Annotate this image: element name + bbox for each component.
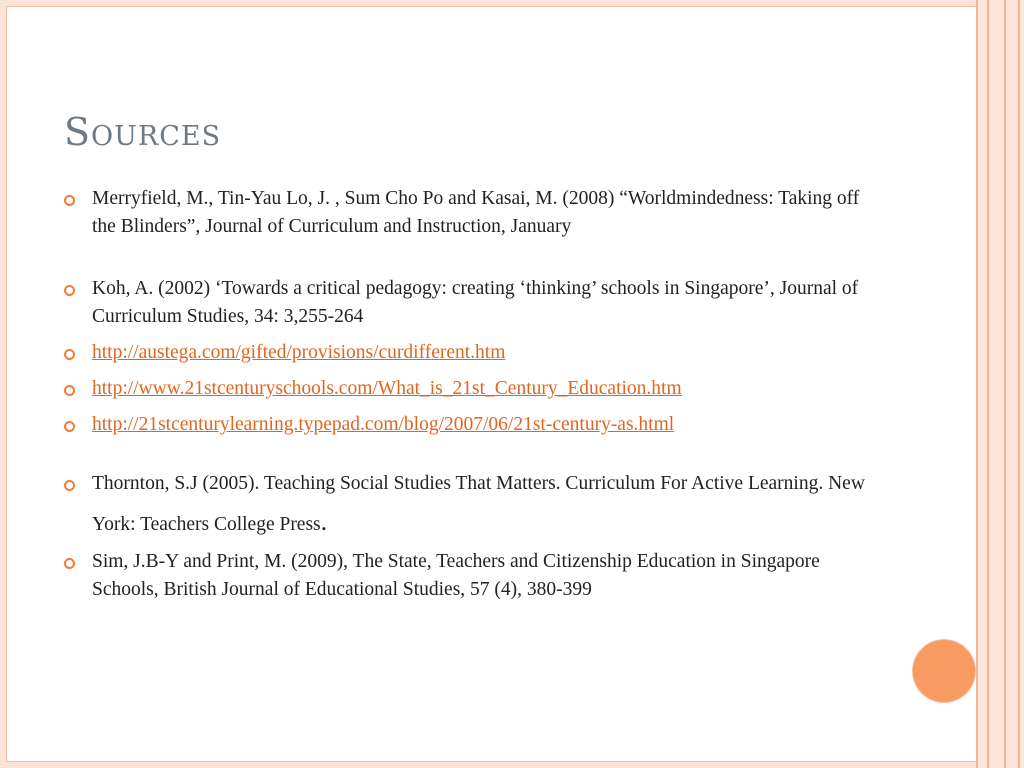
- stripe-fill: [978, 0, 987, 768]
- source-text: Koh, A. (2002) ‘Towards a critical pedagogy: creating ‘thinking’ schools in Singapore’, Journal of Curriculum Studies, 34: 3,255-264: [92, 278, 859, 327]
- source-item: [64, 275, 874, 331]
- stripe-fill: [1020, 0, 1024, 768]
- decorative-stripes: [976, 0, 1024, 768]
- source-link[interactable]: http://austega.com/gifted/provisions/curdifferent.htm: [92, 342, 506, 363]
- source-item: [64, 375, 874, 403]
- source-text: Sim, J.B-Y and Print, M. (2009), The State, Teachers and Citizenship Education in Singapore Schools, British Journal of Educational Studies, 57 (4), 380-399: [92, 551, 820, 600]
- source-item: [64, 339, 874, 367]
- source-item: [64, 548, 874, 604]
- source-text: Thornton, S.J (2005). Teaching Social Studies That Matters. Curriculum For Active Learning. New York: Teachers College Press: [92, 473, 865, 535]
- stripe-fill: [989, 0, 1004, 768]
- source-item: [64, 185, 874, 241]
- bullet-icon: [64, 385, 75, 396]
- bullet-icon: [64, 421, 75, 432]
- slide-title: Sources: [64, 110, 222, 154]
- source-text-suffix: .: [320, 507, 328, 536]
- bullet-icon: [64, 285, 75, 296]
- stripe-fill: [1006, 0, 1018, 768]
- source-link[interactable]: http://21stcenturylearning.typepad.com/blog/2007/06/21st-century-as.html: [92, 414, 675, 435]
- bullet-icon: [64, 195, 75, 206]
- source-item: [64, 465, 874, 544]
- sources-list: [64, 185, 874, 604]
- decorative-circle: [913, 640, 975, 702]
- source-link[interactable]: http://www.21stcenturyschools.com/What_is_21st_Century_Education.htm: [92, 378, 682, 399]
- bullet-icon: [64, 349, 75, 360]
- bullet-icon: [64, 480, 75, 491]
- bullet-icon: [64, 558, 75, 569]
- source-text: Merryfield, M., Tin-Yau Lo, J. , Sum Cho Po and Kasai, M. (2008) “Worldmindedness: Taking off the Blinders”, Journal of Curriculum and Instruction, January: [92, 188, 860, 237]
- source-item: [64, 411, 874, 439]
